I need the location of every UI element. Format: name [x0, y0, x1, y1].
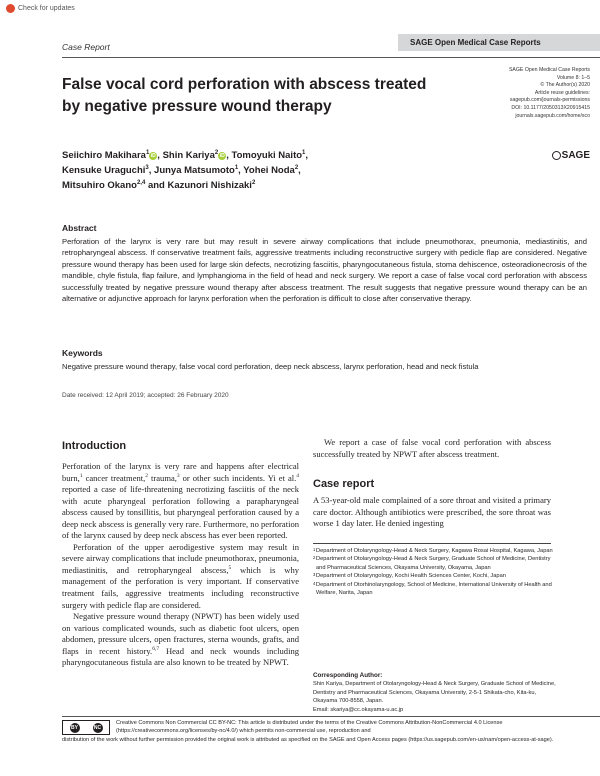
cc-license-logo[interactable] — [62, 720, 110, 735]
abstract-text: Perforation of the larynx is very rare but may result in severe airway complications that include pneumothorax, pneumonia, mediastinitis, and retropharyngeal abscess. If conservative treatment fails, aggressive treatments including reconstructive surgery with pedicle flap are considered. Negative pressure wound therapy has been used for large skin defects, necrotizing fasciitis, pharyngocutaneous fistula, stoma dehiscence, osteoradionecrosis of the mandible, chyle fistula, flap failure, and lymphangioma in the field of head and neck surgery. We report a case of false vocal cord perforation with abscess successfully treated by negative pressure wound therapy after abscess treatment. The result suggests that negative pressure wound therapy can be an alternative or adjunctive approach for larynx perforation when the perforation is difficult to close after conservative therapy. — [62, 237, 587, 304]
affiliations-rule — [313, 543, 551, 544]
author-name: Tomoyuki Naito — [231, 150, 303, 162]
sage-logo-text: SAGE — [561, 150, 590, 161]
affiliation-item: 1 Department of Otolaryngology-Head & Neck Surgery, Kagawa Rosai Hospital, Kagawa, Japan — [313, 547, 553, 554]
author-affiliation: 2 — [294, 165, 299, 172]
license-text-continued: distribution of the work without further permission provided the original work is attributed as specified on the SAGE and Open Access pages (https://us.sagepub.com/en-us/nam/open-access-at-sage). — [62, 737, 554, 743]
author-name: Kazunori Nishizaki — [167, 180, 252, 192]
author-affiliation: 2,4 — [136, 180, 146, 187]
sage-mark-icon — [552, 151, 561, 160]
license-text: Creative Commons Non Commercial CC BY-NC: This article is distributed under the terms of the Creative Commons Attribution-NonCommercial 4.0 License (https://creativecommons.org/licenses/by-nc/4.0/) which permits non-commercial use, reproduction and — [116, 720, 503, 735]
citation[interactable]: 1 — [79, 472, 83, 479]
journal-name-bar: SAGE Open Medical Case Reports — [398, 34, 600, 51]
meta-copyright: © The Author(s) 2020 — [540, 82, 590, 89]
license-rule — [62, 716, 600, 717]
check-updates-icon — [6, 4, 15, 13]
cc-by-icon: BY — [71, 724, 78, 731]
author-affiliation: 1 — [302, 150, 306, 156]
corresponding-email[interactable]: Email: skariya@cc.okayama-u.ac.jp — [313, 706, 404, 713]
case-report-body — [313, 495, 551, 530]
header-rule — [62, 57, 600, 58]
abstract-heading: Abstract — [62, 223, 97, 233]
citation[interactable]: 2 — [145, 472, 149, 479]
author-name: Junya Matsumoto — [154, 165, 235, 177]
introduction-body — [62, 461, 299, 669]
meta-doi[interactable]: DOI: 10.1177/2050313X20915415 — [511, 104, 590, 111]
author-affiliation: 1 — [234, 165, 239, 172]
author-list: Seiichiro Makihara$^1$iD , Shin Kariya$^2$iD , Tomoyuki Naito$^1$, Kensuke Uraguchi$^3$, Junya Matsumoto$^1$, Yohei Noda$^2$, Mitsuhiro Okano$^{2,4}$ and Kazunori Nishizaki$^2$ — [62, 150, 309, 192]
corresponding-address: Shin Kariya, Department of Otolaryngology-Head & Neck Surgery, Graduate School of Medicine, Dentistry and Pharmaceutical Sciences, Okayama University, 2-5-1 Shikata-cho, Kita-ku, Okayama 700-8558, Japan. — [313, 681, 556, 705]
sage-logo — [552, 150, 590, 161]
keywords-text: Negative pressure wound therapy, false vocal cord perforation, deep neck abscess, larynx perforation, head and neck fistula — [62, 362, 479, 371]
citation[interactable]: 4 — [296, 472, 299, 479]
meta-journal: SAGE Open Medical Case Reports — [508, 67, 590, 73]
orcid-icon[interactable]: iD — [219, 153, 225, 160]
authors-and: and — [147, 180, 165, 192]
affiliation-item: 3 Department of Otolaryngology, Kochi Health Sciences Center, Kochi, Japan — [313, 572, 506, 580]
article-title: False vocal cord perforation with abscess treated by negative pressure wound therapy — [62, 76, 427, 115]
affiliation-item: 2 Department of Otolaryngology-Head & Neck Surgery, Graduate School of Medicine, Dentistry and Pharmaceutical Sciences, Okayama University, Okayama, Japan — [313, 555, 551, 571]
author-name: Seiichiro Makihara — [62, 150, 146, 162]
author-name: Mitsuhiro Okano — [62, 180, 137, 192]
cc-nc-icon: NC — [93, 724, 102, 731]
corresponding-author — [313, 672, 561, 714]
article-type: Case Report — [62, 42, 110, 52]
check-updates-label: Check for updates — [18, 5, 75, 12]
author-affiliation: 2 — [251, 180, 256, 187]
journal-meta — [509, 67, 590, 120]
citation[interactable]: 6,7 — [152, 645, 160, 652]
check-for-updates-badge[interactable] — [6, 4, 75, 13]
meta-volume: Volume 8: 1–5 — [556, 74, 590, 81]
orcid-icon[interactable]: iD — [150, 153, 156, 160]
author-name: Kensuke Uraguchi — [62, 165, 146, 177]
author-affiliation: 3 — [145, 165, 149, 172]
meta-reuse: Article reuse guidelines: — [534, 89, 590, 96]
intro-paragraph-4: We report a case of false vocal cord perforation with abscess successfully treated by NPWT after abscess treatment. — [313, 437, 551, 459]
case-report-heading: Case report — [313, 478, 375, 490]
corresponding-heading: Corresponding Author: — [313, 672, 383, 679]
received-dates: Date received: 12 April 2019; accepted: 26 February 2020 — [62, 392, 229, 399]
author-name: Yohei Noda — [243, 165, 295, 177]
introduction-continued — [313, 437, 551, 460]
intro-paragraph-1: Perforation of the larynx is very rare and happens after electrical burn,$^1$ cancer treatment,$^2$ trauma,$^3$ or other such incidents. Yi et al.$^4$ reported a case of life-threatening necrotizing fasciitis of the neck with acute pharyngeal perforation following a parapharyngeal abscess caused by tonsillitis, but pharyngeal perforation caused by a deep neck abscess is generally very rare. Furthermore, no perforation of the larynx caused by deep neck abscess has ever been reported. — [62, 461, 299, 541]
introduction-heading: Introduction — [62, 440, 127, 452]
citation[interactable]: 5 — [228, 565, 232, 572]
author-name: Shin Kariya — [162, 150, 215, 162]
affiliations — [313, 547, 561, 597]
author-affiliation: 2 — [214, 150, 219, 156]
case-paragraph-1: A 53-year-old male complained of a sore throat and visited a primary care doctor. Although antibiotics were prescribed, the sore throat was worse 1 day later. He denied ingesting — [313, 495, 551, 529]
meta-home-link[interactable]: journals.sagepub.com/home/sco — [515, 112, 590, 119]
intro-paragraph-3: Negative pressure wound therapy (NPWT) has been widely used on various complicated wounds, such as diabetic foot ulcers, open abdomen, pressure ulcers, open fractures, sterna wounds, grafts, and flaps in recent history.$^{6,7}$ Head and neck wounds including pharyngocutaneous fistula are also known to be treated by NPWT. — [62, 611, 299, 668]
intro-paragraph-2: Perforation of the upper aerodigestive system may result in severe airway complications that include pneumothorax, pneumonia, mediastinitis, and retropharyngeal abscess,$^5$ which is why management of the perforation is very important. If conservative treatment fails, aggressive treatments including reconstructive surgery with pedicle flap are considered. — [62, 541, 299, 610]
meta-permissions-link[interactable]: sagepub.com/journals-permissions — [509, 97, 590, 104]
author-affiliation: 1 — [145, 150, 150, 156]
keywords-heading: Keywords — [62, 348, 103, 358]
affiliation-item: 4 Department of Otorhinolaryngology, School of Medicine, International University of Health and Welfare, Narita, Japan — [313, 580, 552, 597]
citation[interactable]: 3 — [176, 472, 180, 479]
